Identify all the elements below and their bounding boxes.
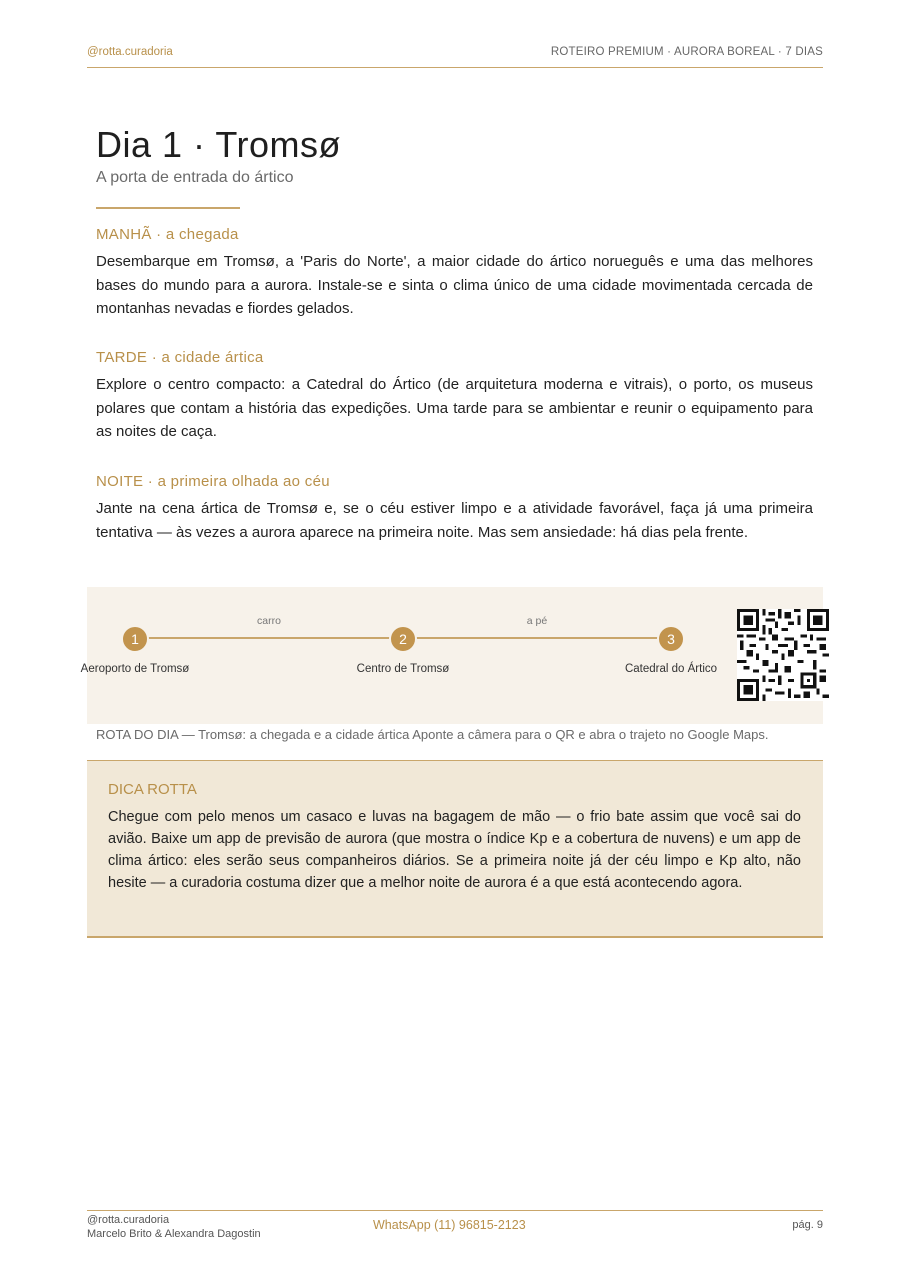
- section-text-night: Jante na cena ártica de Tromsø e, se o céu estiver limpo e a atividade favorável, faça já uma primeira tentativa — às vezes a aurora aparece na primeira noite. Mas sem ansiedade: há dias pela frente.: [96, 500, 813, 541]
- tip-box: [87, 760, 823, 938]
- route-stop-2-marker: 2: [389, 625, 417, 653]
- section-heading-morning: MANHÃ · a chegada: [96, 226, 239, 243]
- footer-handle: @rotta.curadoria: [87, 1214, 170, 1226]
- route-stop-1-marker: 1: [121, 625, 149, 653]
- route-stop-1-label: Aeroporto de Tromsø: [80, 663, 190, 675]
- route-segment-2: [403, 637, 671, 639]
- route-mode-car: carro: [257, 615, 281, 627]
- route-mode-walk: a pé: [526, 615, 548, 627]
- route-map-panel: [80, 587, 823, 724]
- qr-code-icon[interactable]: [737, 609, 829, 701]
- route-segment-1: [135, 637, 403, 639]
- header-handle: @rotta.curadoria: [87, 46, 173, 58]
- day-subtitle: A porta de entrada do ártico: [96, 169, 294, 186]
- route-stop-3-label: Catedral do Ártico: [624, 663, 718, 675]
- footer-credits: [87, 1213, 261, 1241]
- section-heading-afternoon: TARDE · a cidade ártica: [96, 349, 264, 366]
- page-number: pág. 9: [792, 1219, 823, 1231]
- day-title: Dia 1 · Tromsø: [96, 124, 342, 165]
- section-text-afternoon: Explore o centro compacto: a Catedral do Ártico (de arquitetura moderna e vitrais), o porto, os museus polares que contam a história das expedições. Uma tarde para se ambientar e reunir o equipamento para as noites de caça.: [96, 376, 813, 440]
- route-stop-2-label: Centro de Tromsø: [356, 663, 450, 675]
- route-stop-3-marker: 3: [657, 625, 685, 653]
- section-heading-night: NOITE · a primeira olhada ao céu: [96, 473, 330, 490]
- title-divider: [96, 207, 240, 209]
- footer-authors: Marcelo Brito & Alexandra Dagostin: [87, 1228, 261, 1240]
- tip-text: Chegue com pelo menos um casaco e luvas na bagagem de mão — o frio bate assim que você sai do avião. Baixe um app de previsão de aurora (que mostra o índice Kp e a cobertura de nuvens) e um app de clima ártico: eles serão seus companheiros diários. Se a primeira noite já der céu limpo e Kp alto, não hesite — a curadoria costuma dizer que a melhor noite de aurora é a que está acontecendo agora.: [108, 809, 801, 891]
- page-header: [87, 46, 823, 68]
- route-caption: ROTA DO DIA — Tromsø: a chegada e a cidade ártica Aponte a câmera para o QR e abra o trajeto no Google Maps.: [96, 727, 769, 742]
- section-text-morning: Desembarque em Tromsø, a 'Paris do Norte', a maior cidade do ártico norueguês e uma das melhores bases do mundo para a aurora. Instale-se e sinta o clima único de uma cidade movimentada cercada de montanhas nevadas e fiordes gelados.: [96, 253, 813, 317]
- footer-whatsapp-link[interactable]: WhatsApp (11) 96815-2123: [373, 1218, 526, 1232]
- header-series-title: ROTEIRO PREMIUM · AURORA BOREAL · 7 DIAS: [550, 46, 823, 58]
- tip-heading: DICA ROTTA: [108, 781, 197, 798]
- page-footer: [87, 1210, 823, 1251]
